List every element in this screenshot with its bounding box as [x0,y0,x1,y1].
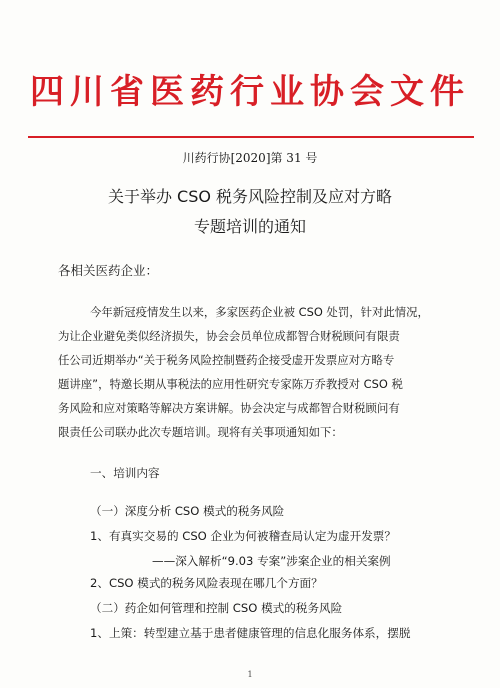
page-number: 1 [247,670,253,679]
list-item: 1、上策：转型建立基于患者健康管理的信息化服务体系，摆脱 [90,626,411,640]
document-number: 川药行协[2020]第 31 号 [182,151,318,165]
organization-header-title: 四川省医药行业协会文件 [30,72,470,112]
header-red-divider [28,136,474,138]
intro-paragraph-line: 务风险和应对策略等解决方案讲解。协会决定与成都智合财税顾问有 [58,401,400,415]
subsection-heading: （一）深度分析 CSO 模式的税务风险 [90,504,285,518]
section-heading: 一、培训内容 [90,466,160,480]
intro-paragraph-line: 题讲座”，特邀长期从事税法的应用性研究专家陈万乔教授对 CSO 税 [58,377,403,391]
salutation: 各相关医药企业： [58,263,159,278]
intro-paragraph-line: 任公司近期举办“关于税务风险控制暨药企接受虚开发票应对方略专 [58,353,395,367]
list-item: 2、CSO 模式的税务风险表现在哪几个方面？ [90,576,323,590]
notice-title-line-2: 专题培训的通知 [193,217,306,236]
list-item-subnote: ——深入解析“9.03 专案”涉案企业的相关案例 [152,554,391,568]
subsection-heading: （二）药企如何管理和控制 CSO 模式的税务风险 [90,601,343,615]
intro-paragraph-line: 今年新冠疫情发生以来，多家医药企业被 CSO 处罚，针对此情况， [90,305,429,319]
intro-paragraph-line: 限责任公司联办此次专题培训。现将有关事项通知如下： [58,425,343,439]
notice-title-line-1: 关于举办 CSO 税务风险控制及应对方略 [107,187,393,206]
list-item: 1、有真实交易的 CSO 企业为何被稽查局认定为虚开发票？ [90,529,396,543]
intro-paragraph-line: 为让企业避免类似经济损失，协会会员单位成都智合财税顾问有限责 [58,329,400,343]
